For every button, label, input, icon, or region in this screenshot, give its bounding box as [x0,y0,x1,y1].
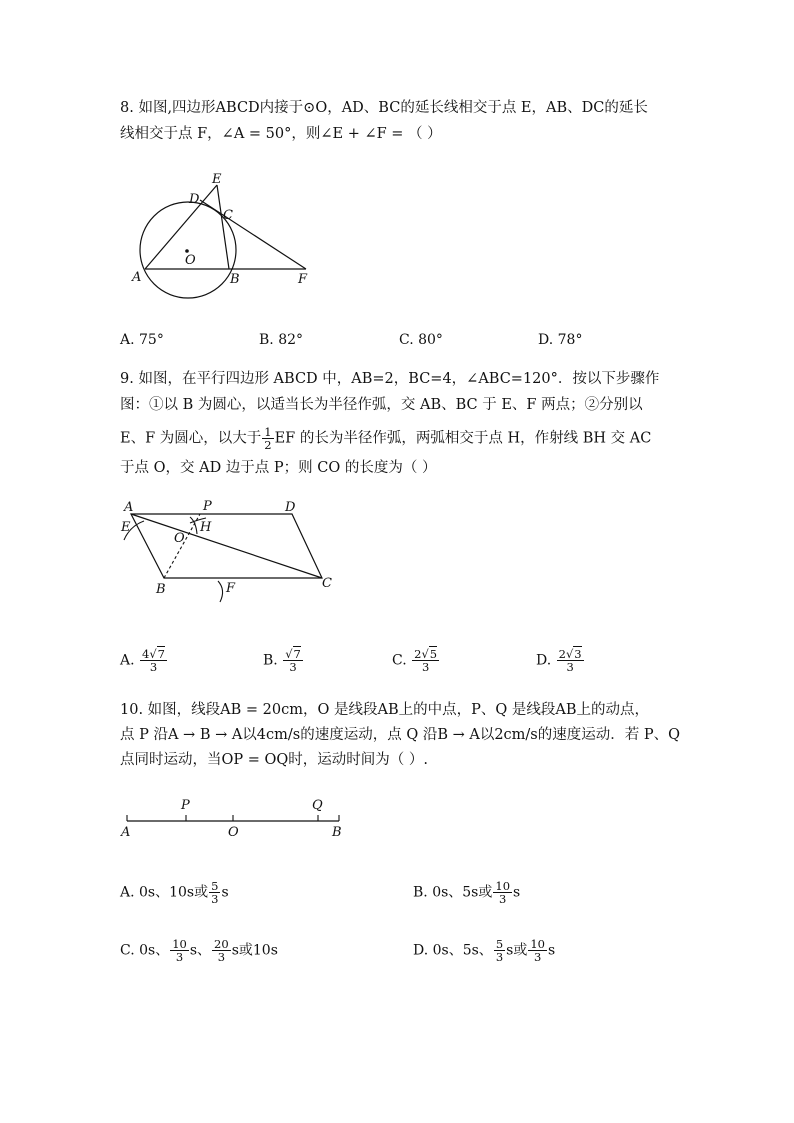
q9-choice-b-den: 3 [289,660,297,674]
q10-stem-line1: 10. 如图，线段AB = 20cm，O 是线段AB上的中点，P、Q 是线段AB上的动点， [120,702,649,718]
q9-choice-a-rad: 7 [157,647,165,661]
q10-label-A: A [121,825,131,840]
q9-choice-d-den: 3 [566,660,574,674]
q10-choice-d-text: D. 0s、5s、 [413,942,493,959]
q10-choice-c-text: C. 0s、 [120,942,170,959]
q10-choice-b-text: B. 0s、5s或 [413,884,493,901]
q9-label-B: B [156,582,166,597]
q10-choice-d-sep: 或 [513,942,528,959]
q9-label-C: C [322,576,332,591]
q10-label-Q: Q [312,798,323,813]
q9-choice-d-label: D. [536,652,552,669]
q8-choice-a: A. 75° [120,332,164,348]
q10-choice-a-unit: s [221,884,229,901]
q9-choice-a-coef: 4 [142,647,150,661]
q9-choice-b-frac: $\frac{√7}{3}$ [285,647,301,674]
q9-frac-den: 2 [264,438,272,452]
q9-choice-d-rad: 3 [574,647,582,661]
q9-stem-line1: 9. 如图，在平行四边形 ABCD 中，AB=2，BC=4，∠ABC=120°．按以下步骤作 [120,371,660,387]
q9-label-D: D [285,500,296,515]
q10-choice-a-frac: $\frac{5}{3}$ [211,879,219,906]
q9-label-P: P [203,499,212,514]
q8-label-E: E [212,172,222,187]
q9-stem-line4: 于点 O，交 AD 边于点 P；则 CO 的长度为（ ） [120,460,437,476]
q10-choice-d-frac2: $\frac{10}{3}$ [530,937,545,964]
q9-line3-pre: E、F 为圆心，以大于 [120,430,262,447]
q9-choice-b-rad: 7 [293,647,301,661]
q10-choice-a [120,880,229,905]
q9-choice-a-frac: $\frac{4√7}{3}$ [142,647,165,674]
q10-choice-a-text: A. 0s、10s或 [120,884,209,901]
q9-line3-post: EF 的长为半径作弧，两弧相交于点 H，作射线 BH 交 AC [274,430,652,447]
q9-label-A: A [124,500,134,515]
q10-label-B: B [332,825,342,840]
q9-choice-c-coef: 2 [414,647,422,661]
q8-label-D: D [189,192,200,207]
q10-choice-b-unit: s [513,884,521,901]
q9-choice-a-label: A. [120,652,135,669]
q8-label-A: A [132,270,142,285]
q9-frac-num: 1 [264,425,272,439]
q10-choice-b-frac: $\frac{10}{3}$ [495,879,511,906]
q10-choice-d: D. 0s、5s、 $\frac{5}{3}$ s或 $\frac{10}{3}$ s [413,937,556,964]
q8-choice-d: D. 78° [538,332,583,348]
q9-label-F: F [226,581,236,596]
q10-label-P: P [181,798,190,813]
q10-stem-line3: 点同时运动，当OP = OQ时，运动时间为（ ）. [120,752,429,768]
q10-choice-c-sep: 、 [197,942,212,959]
q10-choice-c-tail: 或10s [238,942,278,959]
q10-choice-c-frac2: $\frac{20}{3}$ [214,937,229,964]
q10-stem-line2: 点 P 沿A → B → A以4cm/s的速度运动，点 Q 沿B → A以2cm/s的速度运动．若 P、Q [120,727,681,743]
q9-choice-d-frac: $\frac{2√3}{3}$ [558,647,582,674]
q8-choice-c: C. 80° [399,332,443,348]
q10-choice-c-frac1: $\frac{10}{3}$ [172,937,187,964]
q10-label-O: O [228,825,239,840]
q9-choice-c-den: 3 [421,660,430,674]
q10-choice-d-frac1: $\frac{5}{3}$ [495,937,504,964]
q9-label-O: O [174,531,185,546]
q9-choice-b-label: B. [263,652,278,669]
q9-label-H: H [200,520,212,535]
q9-label-E: E [121,520,131,535]
q10-choice-b [413,880,520,905]
q8-stem-line2: 线相交于点 F，∠A = 50°，则∠E + ∠F = （ ） [120,126,442,142]
q9-choice-a-den: 3 [149,660,158,674]
q9-choice-c-label: C. [392,652,407,669]
q8-choice-b: B. 82° [259,332,304,348]
q8-label-O: O [185,253,196,268]
q9-choice-c-rad: 5 [429,647,438,661]
q9-stem-line2: 图：①以 B 为圆心，以适当长为半径作弧，交 AB、BC 于 E、F 两点；②分别以 [120,397,643,413]
q9-choice-d-coef: 2 [558,647,566,661]
q8-label-C: C [223,208,233,223]
q8-label-F: F [298,272,308,287]
q9-choice-c-frac: $\frac{2√5}{3}$ [414,647,438,674]
q8-label-B: B [230,272,240,287]
q8-stem-line1: 8. 如图,四边形ABCD内接于⊙O，AD、BC的延长线相交于点 E，AB、DC的延长 [120,100,648,116]
q10-choice-c: C. 0s、 $\frac{10}{3}$ s、 $\frac{20}{3}$ s或10s [120,937,278,964]
